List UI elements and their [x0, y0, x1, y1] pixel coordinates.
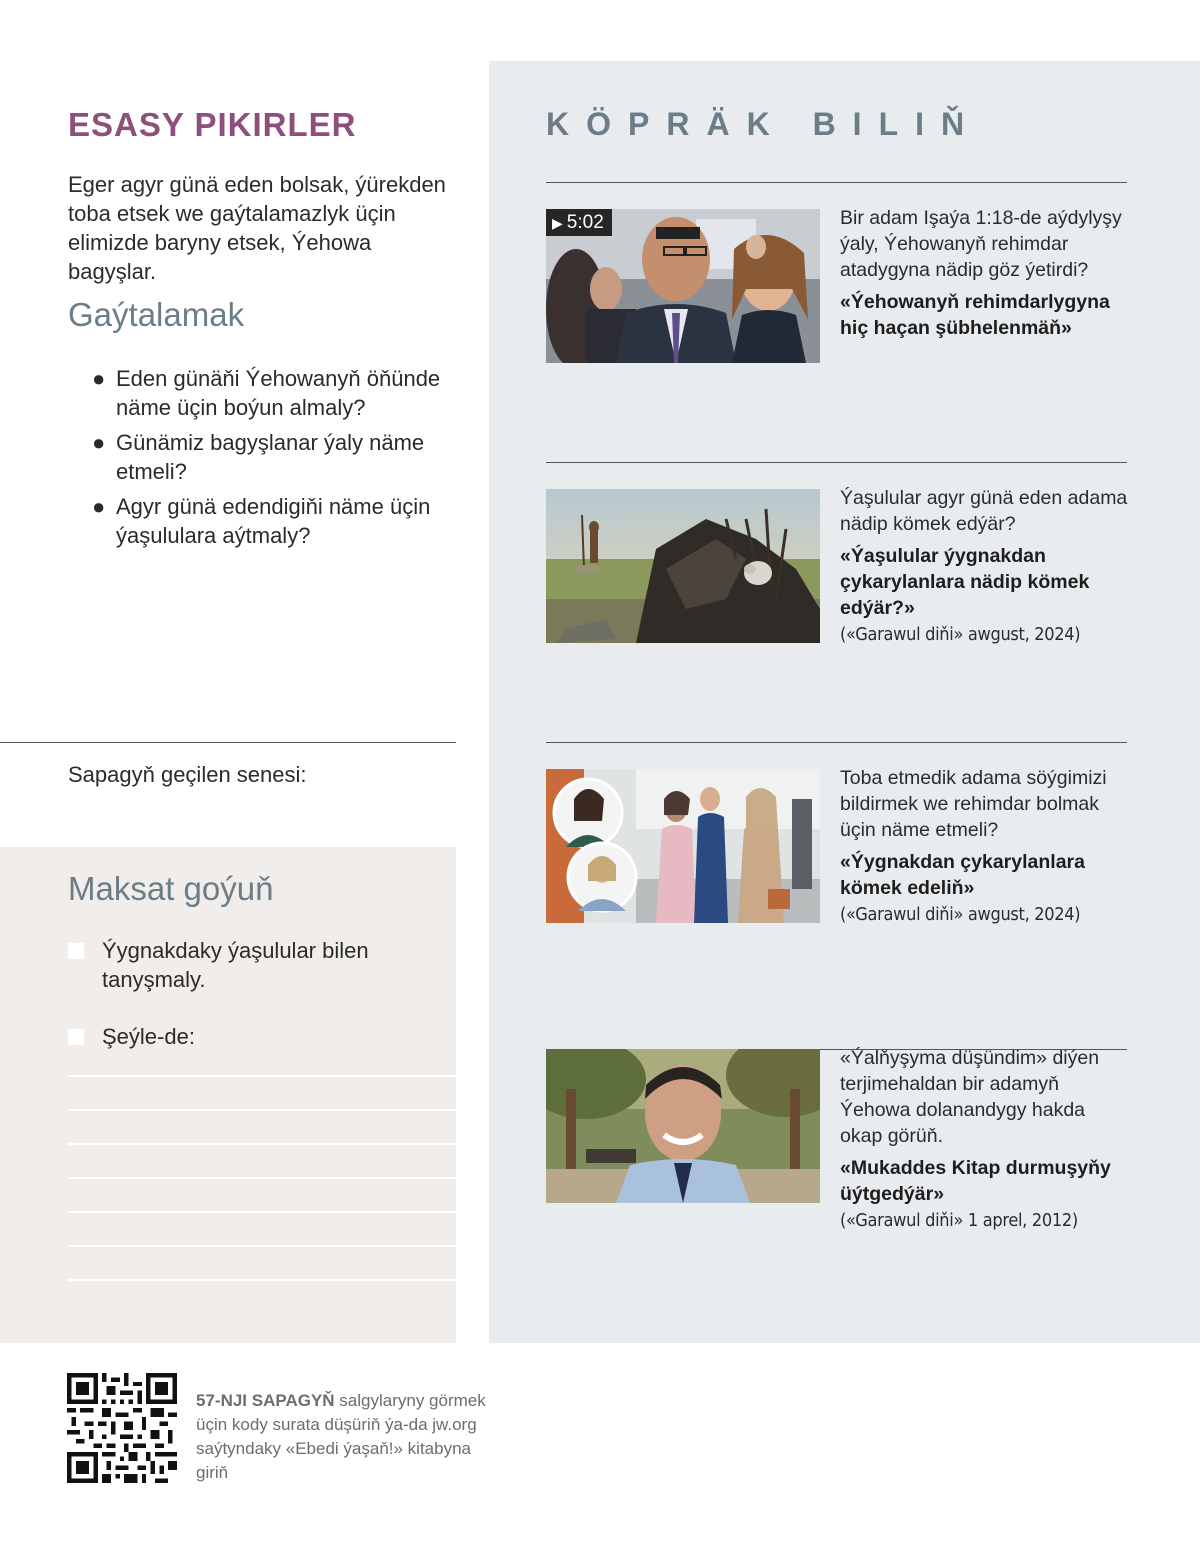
footer-text: 57-NJI SAPAGYŇ salgylaryny görmek üçin kody surata düşüriň ýa-da jw.org saýtyndaky «Ebedi ýaşaň!» kitabyna giriň [196, 1391, 486, 1482]
writing-line[interactable] [68, 1143, 456, 1145]
item-question: Bir adam Işaýa 1:18-de aýdylyşy ýaly, Ýehowanyň rehimdar atadygyna nädip göz ýetirdi? [840, 207, 1122, 281]
divider [546, 182, 1127, 183]
article-thumbnail[interactable] [546, 1049, 820, 1203]
learn-more-item [840, 1045, 1130, 1233]
goal-checkbox[interactable] [68, 943, 84, 959]
key-points-text: Eger agyr günä eden bolsak, ýürekden toba etsek we gaýtalamazlyk üçin elimizde baryny etsek, Ýehowa bagyşlar. [68, 172, 446, 284]
review-item: ● Eden günäňi Ýehowanyň öňünde näme üçin boýun almaly? [92, 366, 441, 420]
footer-lesson-number: 57-NJI SAPAGYŇ [196, 1391, 335, 1410]
goal-checkbox[interactable] [68, 1029, 84, 1045]
goal-item-label: Ýygnakdaky ýaşulular bilen tanyşmaly. [102, 938, 369, 992]
goal-item [68, 936, 402, 994]
item-question: Toba etmedik adama söýgimizi bildirmek we rehimdar bolmak üçin näme etmeli? [840, 767, 1107, 841]
divider [0, 742, 456, 743]
item-source: («Garawul diňi» awgust, 2024) [840, 904, 1081, 925]
learn-more-item [840, 485, 1130, 647]
writing-line[interactable] [68, 1279, 456, 1281]
bullet-icon: ● [92, 494, 106, 519]
item-link-title[interactable]: «Ýaşulular ýygnakdan çykarylanlara nädip kömek edýär?» [840, 545, 1090, 619]
item-link-title[interactable]: «Ýehowanyň rehimdarlygyna hiç haçan şübhelenmäň» [840, 291, 1110, 339]
writing-line[interactable] [68, 1177, 456, 1179]
item-link-title[interactable]: «Ýygnakdan çykarylanlara kömek edeliň» [840, 851, 1085, 899]
review-item: ● Günämiz bagyşlanar ýaly näme etmeli? [92, 430, 425, 484]
item-source: («Garawul diňi» awgust, 2024) [840, 624, 1081, 645]
goal-item-label: Şeýle-de: [102, 1024, 195, 1049]
bullet-icon: ● [92, 366, 106, 391]
divider [546, 742, 1127, 743]
key-points-title: ESASY PIKIRLER [68, 106, 357, 143]
greeting-friends-photo [546, 769, 820, 923]
writing-line[interactable] [68, 1075, 456, 1077]
writing-line[interactable] [68, 1245, 456, 1247]
shepherd-sheep-illustration [546, 489, 820, 643]
item-question: Ýaşulular agyr günä eden adama nädip kömek edýär? [840, 487, 1128, 535]
goal-item [68, 1022, 402, 1051]
review-item: ● Agyr günä edendigiňi näme üçin ýaşululara aýtmaly? [92, 494, 431, 548]
video-thumbnail[interactable] [546, 209, 820, 363]
smiling-man-photo [546, 1049, 820, 1203]
review-list [92, 364, 462, 556]
bullet-icon: ● [92, 430, 106, 455]
divider [546, 462, 1127, 463]
item-source: («Garawul diňi» 1 aprel, 2012) [840, 1210, 1078, 1231]
learn-more-item [840, 765, 1130, 927]
item-link-title[interactable]: «Mukaddes Kitap durmuşyňy üýtgedýär» [840, 1157, 1111, 1205]
learn-more-item [840, 205, 1130, 341]
goal-box [0, 847, 456, 1343]
play-icon: ▶ [552, 215, 563, 231]
lesson-date-label: Sapagyň geçilen senesi: [68, 762, 307, 787]
review-title: Gaýtalamak [68, 296, 245, 333]
learn-more-title: KÖPRÄK BILIŇ [546, 106, 982, 142]
article-thumbnail[interactable] [546, 769, 820, 923]
qr-code-icon[interactable] [67, 1373, 177, 1483]
video-duration-badge: ▶ 5:02 [546, 209, 612, 236]
item-question: «Ýalňyşyma düşündim» diýen terjimehaldan bir adamyň Ýehowa dolanandygy hakda okap görüň. [840, 1047, 1100, 1147]
goal-title: Maksat goýuň [68, 870, 274, 907]
article-thumbnail[interactable] [546, 489, 820, 643]
writing-line[interactable] [68, 1109, 456, 1111]
writing-line[interactable] [68, 1211, 456, 1213]
